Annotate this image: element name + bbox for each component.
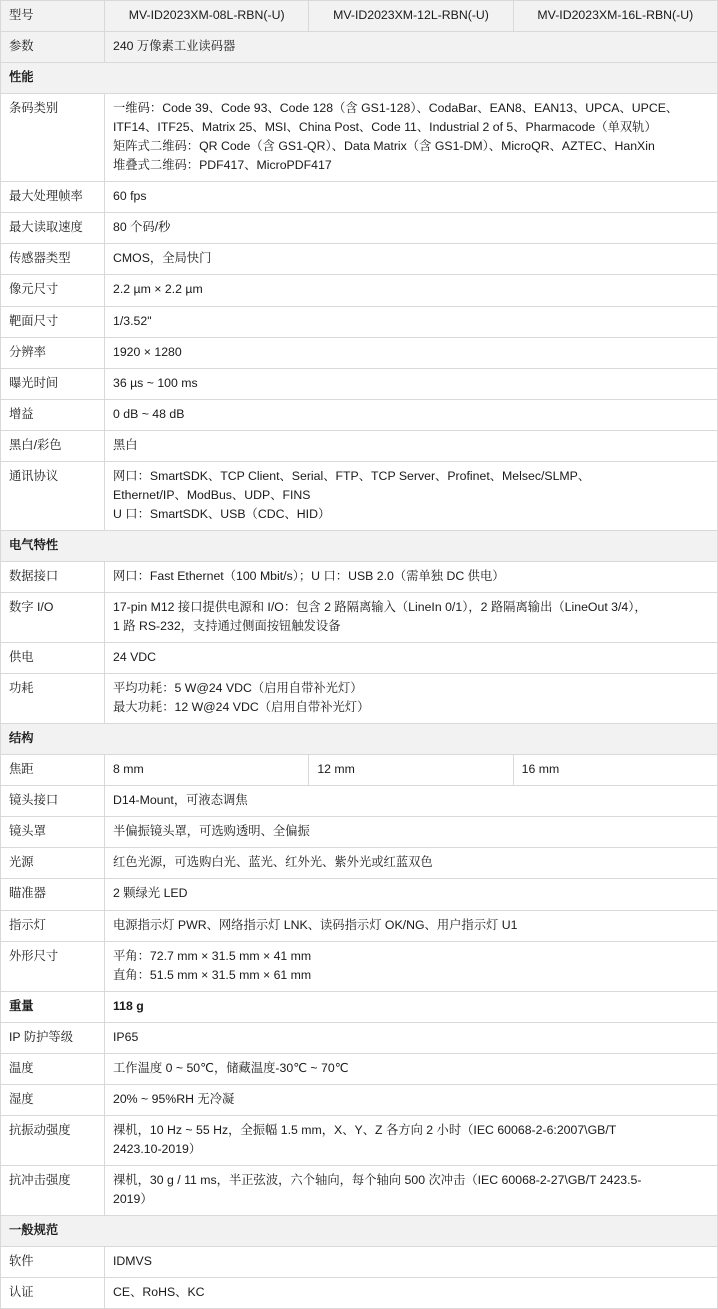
row-label: 光源	[1, 848, 105, 879]
row-label: 数据接口	[1, 561, 105, 592]
table-row	[1, 337, 718, 368]
row-label: 瞄准器	[1, 879, 105, 910]
row-value-line: 2423.10-2019）	[113, 1141, 202, 1156]
row-label: 通讯协议	[1, 461, 105, 530]
row-label: 焦距	[1, 755, 105, 786]
row-value-line: 0 dB ~ 48 dB	[113, 406, 185, 421]
row-value	[105, 337, 718, 368]
row-label: 镜头接口	[1, 786, 105, 817]
row-value	[105, 1115, 718, 1165]
table-row	[1, 1084, 718, 1115]
table-row	[1, 1278, 718, 1309]
row-value-line: 堆叠式二维码：PDF417、MicroPDF417	[113, 158, 332, 173]
row-value-line: Ethernet/IP、ModBus、UDP、FINS	[113, 487, 311, 502]
row-value-line: 平角：72.7 mm × 31.5 mm × 41 mm	[113, 948, 312, 963]
table-row	[1, 1053, 718, 1084]
row-value-line: D14-Mount，可液态调焦	[113, 793, 248, 808]
row-value	[105, 643, 718, 674]
table-row	[1, 643, 718, 674]
section-title: 电气特性	[1, 530, 718, 561]
row-label: 镜头罩	[1, 817, 105, 848]
row-value-line: 2019）	[113, 1191, 153, 1206]
row-value	[105, 786, 718, 817]
row-value	[105, 244, 718, 275]
row-value	[105, 1247, 718, 1278]
focal-value: 8 mm	[105, 755, 309, 786]
row-value-line: 1920 × 1280	[113, 344, 182, 359]
row-value-line: 裸机，30 g / 11 ms，半正弦波，六个轴向，每个轴向 500 次冲击（IEC 60068-2-27\GB/T 2423.5-	[113, 1172, 642, 1187]
row-value	[105, 941, 718, 991]
row-value-line: 24 VDC	[113, 650, 157, 665]
row-value-line: 20% ~ 95%RH 无冷凝	[113, 1091, 235, 1106]
row-value	[105, 561, 718, 592]
section-header-row	[1, 530, 718, 561]
focal-value: 12 mm	[309, 755, 513, 786]
row-value-line: 半偏振镜头罩，可选购透明、全偏振	[113, 824, 310, 839]
row-value-line: 最大功耗：12 W@24 VDC（启用自带补光灯）	[113, 700, 370, 715]
row-label: 最大处理帧率	[1, 182, 105, 213]
table-row	[1, 306, 718, 337]
row-label: 外形尺寸	[1, 941, 105, 991]
row-value	[105, 1165, 718, 1215]
row-value-line: 平均功耗：5 W@24 VDC（启用自带补光灯）	[113, 681, 363, 696]
focal-value: 16 mm	[513, 755, 717, 786]
param-value: 240 万像素工业读码器	[105, 32, 718, 63]
row-value-line: 一维码：Code 39、Code 93、Code 128（含 GS1-128）、CodaBar、EAN8、EAN13、UPCA、UPCE、	[113, 101, 679, 116]
table-row	[1, 848, 718, 879]
row-value-line: 红色光源，可选购白光、蓝光、红外光、紫外光或红蓝双色	[113, 855, 433, 870]
row-value	[105, 1022, 718, 1053]
row-value	[105, 1278, 718, 1309]
row-value	[105, 674, 718, 724]
row-value-line: IP65	[113, 1029, 139, 1044]
table-row	[1, 1165, 718, 1215]
table-row	[1, 592, 718, 642]
table-row	[1, 755, 718, 786]
row-value-line: 17-pin M12 接口提供电源和 I/O：包含 2 路隔离输入（LineIn 0/1），2 路隔离输出（LineOut 3/4），	[113, 599, 647, 614]
table-row	[1, 399, 718, 430]
row-value	[105, 399, 718, 430]
row-value-line: 电源指示灯 PWR、网络指示灯 LNK、读码指示灯 OK/NG、用户指示灯 U1	[113, 917, 518, 932]
row-value-line: 网口：SmartSDK、TCP Client、Serial、FTP、TCP Server、Profinet、Melsec/SLMP、	[113, 468, 591, 483]
row-value	[105, 910, 718, 941]
row-label: 功耗	[1, 674, 105, 724]
table-row	[1, 1022, 718, 1053]
row-label: 最大读取速度	[1, 213, 105, 244]
table-body	[1, 1, 718, 1309]
row-value-line: 黑白	[113, 437, 138, 452]
table-row	[1, 1247, 718, 1278]
row-value-line: 118 g	[113, 998, 144, 1013]
row-value-line: IDMVS	[113, 1254, 152, 1269]
row-value	[105, 879, 718, 910]
row-label: 像元尺寸	[1, 275, 105, 306]
section-title: 结构	[1, 724, 718, 755]
row-label: 抗振动强度	[1, 1115, 105, 1165]
row-value-line: 网口：Fast Ethernet（100 Mbit/s）；U 口：USB 2.0（需单独 DC 供电）	[113, 568, 505, 583]
table-row	[1, 879, 718, 910]
section-title: 性能	[1, 63, 718, 94]
row-value	[105, 461, 718, 530]
model-label: 型号	[1, 1, 105, 32]
table-row	[1, 94, 718, 182]
model-cell-1: MV-ID2023XM-08L-RBN(-U)	[105, 1, 309, 32]
row-label: 数字 I/O	[1, 592, 105, 642]
row-label: 湿度	[1, 1084, 105, 1115]
row-value-line: CMOS，全局快门	[113, 251, 212, 266]
section-header-row	[1, 724, 718, 755]
row-value-line: 矩阵式二维码：QR Code（含 GS1-QR）、Data Matrix（含 GS1-DM）、MicroQR、AZTEC、HanXin	[113, 139, 655, 154]
table-row	[1, 213, 718, 244]
row-value	[105, 592, 718, 642]
row-label: 曝光时间	[1, 368, 105, 399]
row-label: IP 防护等级	[1, 1022, 105, 1053]
row-value-line: U 口：SmartSDK、USB（CDC、HID）	[113, 506, 331, 521]
row-value	[105, 213, 718, 244]
row-value	[105, 1084, 718, 1115]
row-label: 条码类别	[1, 94, 105, 182]
table-row	[1, 674, 718, 724]
model-header-row	[1, 1, 718, 32]
table-row	[1, 910, 718, 941]
table-row	[1, 368, 718, 399]
row-label: 指示灯	[1, 910, 105, 941]
row-value-line: 1 路 RS-232，支持通过侧面按钮触发设备	[113, 619, 341, 634]
section-header-row	[1, 63, 718, 94]
row-value	[105, 430, 718, 461]
row-value-line: 裸机，10 Hz ~ 55 Hz，全振幅 1.5 mm，X、Y、Z 各方向 2 小时（IEC 60068-2-6:2007\GB/T	[113, 1122, 617, 1137]
row-value-line: 80 个码/秒	[113, 220, 171, 235]
row-value-line: 1/3.52"	[113, 313, 152, 328]
row-value	[105, 368, 718, 399]
param-row	[1, 32, 718, 63]
table-row	[1, 817, 718, 848]
row-value	[105, 94, 718, 182]
row-label: 增益	[1, 399, 105, 430]
model-cell-2: MV-ID2023XM-12L-RBN(-U)	[309, 1, 513, 32]
table-row	[1, 461, 718, 530]
table-row	[1, 561, 718, 592]
row-label: 软件	[1, 1247, 105, 1278]
model-cell-3: MV-ID2023XM-16L-RBN(-U)	[513, 1, 717, 32]
row-value-line: 60 fps	[113, 189, 147, 204]
row-value-line: 直角：51.5 mm × 31.5 mm × 61 mm	[113, 967, 312, 982]
row-label: 重量	[1, 991, 105, 1022]
row-label: 传感器类型	[1, 244, 105, 275]
row-label: 认证	[1, 1278, 105, 1309]
row-label: 温度	[1, 1053, 105, 1084]
row-value	[105, 848, 718, 879]
row-value	[105, 1053, 718, 1084]
table-row	[1, 991, 718, 1022]
row-value	[105, 306, 718, 337]
row-label: 分辨率	[1, 337, 105, 368]
row-value	[105, 182, 718, 213]
row-value	[105, 275, 718, 306]
row-value	[105, 817, 718, 848]
row-value-line: 36 µs ~ 100 ms	[113, 375, 198, 390]
row-label: 靶面尺寸	[1, 306, 105, 337]
table-row	[1, 244, 718, 275]
row-value-line: 工作温度 0 ~ 50℃，储藏温度-30℃ ~ 70℃	[113, 1060, 349, 1075]
section-title: 一般规范	[1, 1216, 718, 1247]
row-value-line: 2 颗绿光 LED	[113, 886, 188, 901]
row-value	[105, 991, 718, 1022]
table-row	[1, 1115, 718, 1165]
row-label: 供电	[1, 643, 105, 674]
row-value-line: 2.2 µm × 2.2 µm	[113, 282, 203, 297]
section-header-row	[1, 1216, 718, 1247]
table-row	[1, 275, 718, 306]
row-label: 抗冲击强度	[1, 1165, 105, 1215]
table-row	[1, 430, 718, 461]
table-row	[1, 786, 718, 817]
row-label: 黑白/彩色	[1, 430, 105, 461]
row-value-line: ITF14、ITF25、Matrix 25、MSI、China Post、Code 11、Industrial 2 of 5、Pharmacode（单双轨）	[113, 120, 657, 135]
param-label: 参数	[1, 32, 105, 63]
table-row	[1, 941, 718, 991]
table-row	[1, 182, 718, 213]
row-value-line: CE、RoHS、KC	[113, 1285, 205, 1300]
